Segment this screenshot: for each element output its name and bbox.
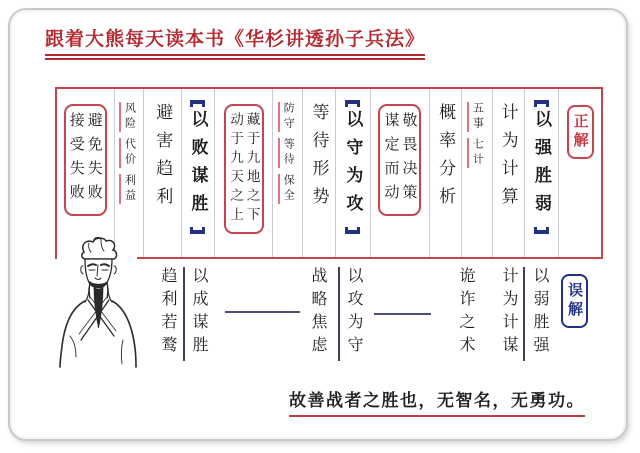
annotation-text	[123, 99, 134, 207]
misreading-text: 以成谋胜	[190, 267, 207, 359]
column-deng-dai-xing-shi	[302, 89, 335, 257]
pair-phrase-right: 避免失败	[85, 112, 103, 208]
bottom-quote: 故善战者之胜也，无智名，无勇功。	[289, 386, 585, 417]
pair-phrase-right: 藏于九地之下	[244, 112, 260, 226]
highlight-box	[224, 104, 264, 234]
column-yi-shou-wei-gong	[335, 89, 370, 257]
column-wu-shi-qi-ji	[461, 89, 492, 257]
column-bi-hai-qu-li	[143, 89, 181, 257]
column-gai-lv-fen-xi	[429, 89, 461, 257]
misreading-text: 战略焦虑	[309, 267, 326, 359]
column-yi-bai-mou-sheng	[181, 89, 214, 257]
pair-phrase-left: 动于九天之上	[228, 112, 244, 226]
column-ji-wei-ji-suan	[492, 89, 524, 257]
pair-phrase-left: 接受失败	[67, 112, 85, 208]
column-correct-label	[558, 89, 601, 257]
column-jing-wei-jue-ce-pair	[370, 89, 430, 257]
concept-text: 以强胜弱	[531, 110, 551, 222]
misreading-text: 计为计谋	[500, 267, 517, 359]
vertical-divider	[338, 267, 340, 361]
concept-text: 等待形势	[309, 103, 329, 215]
annotation-segment: 利益	[119, 174, 135, 204]
correct-interpretation-table	[55, 87, 603, 259]
annotation-segment: 等待	[278, 138, 294, 168]
sun-tzu-portrait	[56, 236, 140, 368]
annotation-segment: 五事	[467, 102, 483, 132]
blank-dash	[374, 313, 431, 315]
column-cang-yu-jiu-di-pair	[214, 89, 273, 257]
bracket-top-icon	[345, 100, 360, 107]
annotation-text	[282, 99, 293, 207]
bracket-bottom-icon	[534, 227, 549, 234]
bracket-top-icon	[534, 100, 549, 107]
bracket-bottom-icon	[345, 227, 360, 234]
bracket-bottom-icon	[190, 227, 205, 234]
vertical-divider	[523, 267, 525, 361]
annotation-segment: 防守	[278, 102, 294, 132]
column-feng-xian-dai-jia	[114, 89, 144, 257]
column-yi-qiang-sheng-ruo	[524, 89, 559, 257]
bracket-top-icon	[190, 100, 205, 107]
column-bi-mian-shi-bai-pair	[57, 89, 114, 257]
misreading-text: 趋利若鹜	[159, 267, 176, 359]
annotation-text	[471, 99, 482, 171]
annotation-segment: 代价	[119, 138, 135, 168]
vertical-divider	[183, 267, 185, 361]
misreading-text: 诡诈之术	[457, 267, 474, 359]
blank-dash	[225, 311, 300, 313]
page-title: 跟着大熊每天读本书《华杉讲透孙子兵法》	[45, 24, 425, 60]
concept-text: 计为计算	[498, 103, 518, 215]
misreading-text: 以攻为守	[345, 267, 362, 359]
misreading-label-cell	[561, 274, 588, 328]
column-fang-shou-deng-dai	[272, 89, 302, 257]
concept-text: 以败谋胜	[188, 110, 208, 222]
highlight-box	[378, 104, 421, 216]
misreading-text: 以弱胜强	[531, 267, 548, 359]
concept-text: 避害趋利	[153, 103, 173, 215]
annotation-segment: 风险	[119, 102, 135, 132]
correct-label-badge: 正解	[567, 105, 594, 159]
annotation-segment: 保全	[278, 174, 294, 204]
pair-phrase-left: 谋定而动	[382, 112, 400, 208]
annotation-segment: 七计	[467, 138, 483, 168]
pair-phrase-right: 敬畏决策	[400, 112, 418, 208]
misreading-label-badge: 误解	[561, 274, 588, 328]
concept-text: 概率分析	[436, 103, 456, 215]
highlight-box	[64, 104, 107, 216]
concept-text: 以守为攻	[343, 110, 363, 222]
